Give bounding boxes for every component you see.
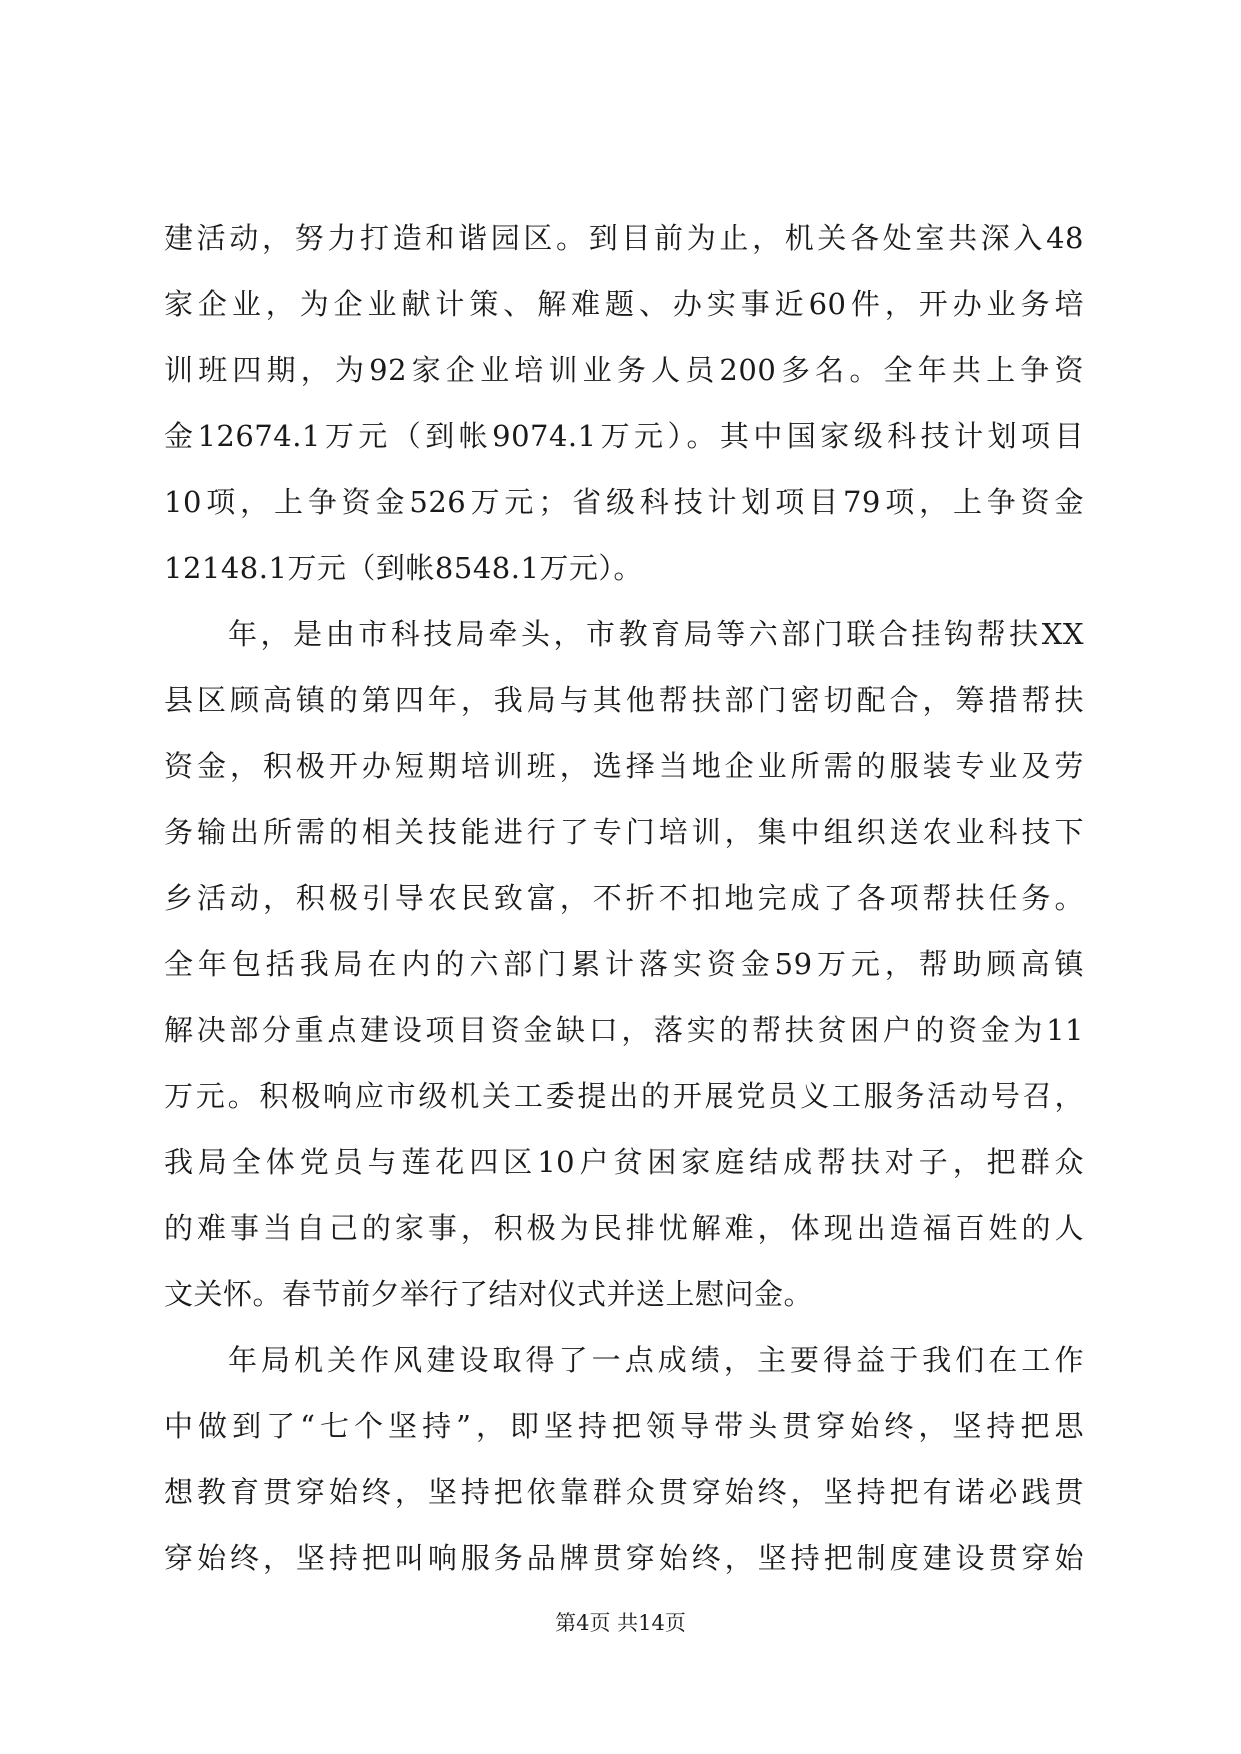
text-line: 全年包括我局在内的六部门累计落实资金59万元，帮助顾高镇 bbox=[164, 947, 1084, 981]
text-line: 10项，上争资金526万元；省级科技计划项目79项，上争资金 bbox=[164, 485, 1084, 519]
document-body bbox=[164, 205, 1084, 1591]
text-line: 万元。积极响应市级机关工委提出的开展党员义工服务活动号召， bbox=[164, 1079, 1084, 1113]
text-line: 县区顾高镇的第四年，我局与其他帮扶部门密切配合，筹措帮扶 bbox=[164, 683, 1084, 717]
text-line: 文关怀。春节前夕举行了结对仪式并送上慰问金。 bbox=[164, 1277, 814, 1311]
text-line: 我局全体党员与莲花四区10户贫困家庭结成帮扶对子，把群众 bbox=[164, 1145, 1084, 1179]
text-line: 年，是由市科技局牵头，市教育局等六部门联合挂钩帮扶XX bbox=[228, 617, 1084, 651]
text-line: 12148.1万元（到帐8548.1万元）。 bbox=[164, 551, 643, 585]
text-line: 解决部分重点建设项目资金缺口，落实的帮扶贫困户的资金为11 bbox=[164, 1013, 1084, 1047]
text-line: 年局机关作风建设取得了一点成绩，主要得益于我们在工作 bbox=[228, 1343, 1084, 1377]
text-line: 金12674.1万元（到帐9074.1万元）。其中国家级科技计划项目 bbox=[164, 419, 1084, 453]
text-line: 资金，积极开办短期培训班，选择当地企业所需的服装专业及劳 bbox=[164, 749, 1084, 783]
page-number-footer: 第4页 共14页 bbox=[555, 1611, 686, 1635]
text-line: 建活动，努力打造和谐园区。到目前为止，机关各处室共深入48 bbox=[164, 221, 1084, 255]
text-line: 务输出所需的相关技能进行了专门培训，集中组织送农业科技下 bbox=[164, 815, 1084, 849]
text-line: 训班四期，为92家企业培训业务人员200多名。全年共上争资 bbox=[164, 353, 1084, 387]
text-line: 中做到了“七个坚持”，即坚持把领导带头贯穿始终，坚持把思 bbox=[164, 1409, 1084, 1443]
text-line: 想教育贯穿始终，坚持把依靠群众贯穿始终，坚持把有诺必践贯 bbox=[164, 1475, 1084, 1509]
text-line: 乡活动，积极引导农民致富，不折不扣地完成了各项帮扶任务。 bbox=[164, 881, 1084, 915]
text-line: 家企业，为企业献计策、解难题、办实事近60件，开办业务培 bbox=[164, 287, 1084, 321]
text-line: 的难事当自己的家事，积极为民排忧解难，体现出造福百姓的人 bbox=[164, 1211, 1084, 1245]
text-line: 穿始终，坚持把叫响服务品牌贯穿始终，坚持把制度建设贯穿始 bbox=[164, 1541, 1084, 1575]
